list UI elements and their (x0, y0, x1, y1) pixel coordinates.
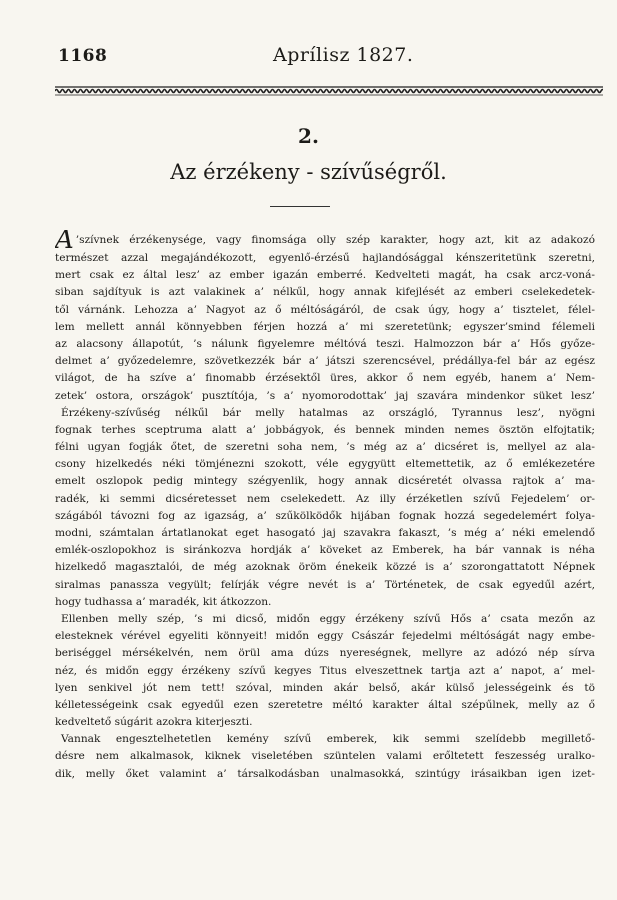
text-line: kélletességeink csak egyedűl ezen szeretetre méltó karakter által szépűlnek, melly az ő (55, 698, 595, 711)
title-rule (270, 206, 330, 207)
text-line: mert csak ez által lesz’ az ember igazán emberré. Kedvelteti magát, ha csak arcz-voná- (55, 269, 595, 282)
text-line: csony hizelkedés néki tömjénezni szokott, véle egygyütt eltemettetik, az ő emlékezetére (55, 458, 595, 471)
text-line: dik, melly őket valamint a’ társalkodásban unalmasokká, szintúgy irásaikban igen izet- (55, 767, 595, 780)
running-head: Aprílisz 1827. (273, 44, 414, 66)
text-line: radék, ki semmi dicséretesset nem cselekedett. Az illy érzéketlen szívű Fejedelem’ or- (55, 492, 595, 505)
text-line: désre nem alkalmasok, kiknek viseletében szüntelen valami erőltetett feszesség uralko- (55, 750, 595, 763)
paragraph-end-line: kedveltető súgárit azokra kiterjeszti. (55, 716, 253, 729)
text-line: delmet a’ győzedelemre, szövetkezzék bár a’ játszi szerencsével, prédállya-fel bár az egész (55, 355, 595, 368)
text-line: hizelkedő magasztalói, de még azoknak öröm énekeik közzé is a’ szorongattatott Népnek (55, 561, 595, 574)
text-line: emelt oszlopok pedig mintegy szégyenlik, hogy annak dicséretét olvassa rajtok a’ ma- (55, 475, 595, 488)
paragraph-start-line: Ellenben melly szép, ’s mi dicső, midőn eggy érzékeny szívű Hős a’ csata mezőn az (61, 612, 595, 625)
paragraph-start-line: Vannak engesztelhetetlen kemény szívű emberek, kik semmi szelídebb megillető- (61, 733, 595, 746)
section-number: 2. (298, 124, 319, 148)
ornamental-rule (55, 86, 603, 96)
text-line: néz, és midőn eggy érzékeny szívű kegyes Titus elveszettnek tartja azt a’ napot, a’ mel- (55, 664, 595, 677)
drop-cap: A (55, 230, 74, 250)
text-line: modni, számtalan ártatlanokat eget hasogató jaj szavakra fakaszt, ’s még a’ néki emelendő (55, 527, 595, 539)
line-text: ’szívnek érzékenysége, vagy finomsága olly szép karakter, hogy azt, kit az adakozó (75, 234, 595, 246)
text-line: szágából távozni fog az igazság, a’ szűkölködők hijában fognak hozzá segedelemért folya- (55, 509, 595, 522)
text-line: lem mellett annál könnyebben férjen hozzá a’ mi szeretetünk; egyszer’smind félemeli (55, 320, 595, 333)
text-line: emlék-oszlopokhoz is siránkozva hordják a’ köveket az Emberek, ha bár vannak is néha (55, 544, 595, 557)
text-line: zetek’ ostora, országok’ pusztítója, ’s a’ nyomorodottak’ jaj szavára mindenkor süket lesz’ (55, 389, 595, 402)
page-number: 1168 (58, 46, 108, 66)
text-line: félni ugyan fogják őtet, de szeretni soha nem, ’s még az a’ dicséret is, mellyel az ala- (55, 441, 595, 454)
text-line: természet azzal megajándékozott, egyenlő-érzésű hajlandósággal kénszeritetünk szeretni, (55, 252, 595, 264)
text-line: fognak terhes sceptruma alatt a’ jobbágyok, és bennek minden nemes ösztön elfojtatik; (55, 423, 595, 436)
text-line: lyen senkivel jót nem tett! szóval, minden akár belső, akár külső jelességeink és tö (55, 681, 595, 694)
text-line: az alacsony állapotút, ’s nálunk figyelemre méltóvá teszi. Halmozzon bár a’ Hős győze- (55, 337, 595, 350)
article-body (55, 230, 595, 783)
text-line: siralmas panassza vegyült; felírják végre nevét is a’ Történetek, de csak egyedűl azért, (55, 578, 595, 591)
article-title: Az érzékeny - szívűségről. (170, 160, 447, 184)
paragraph-start-line: Érzékeny-szívűség nélkűl bár melly hatalmas az országló, Tyrannus lesz’, nyögni (61, 406, 595, 419)
text-line (55, 230, 595, 250)
text-line: világot, de ha szíve a’ finomabb érzésektől üres, akkor ő nem egyéb, hanem a’ Nem- (55, 372, 595, 385)
text-line: siban sajdítyuk is azt valakinek a’ nélkűl, hogy annak kifejlését az emberi cselekedetek- (55, 286, 595, 299)
text-line: től várnánk. Lehozza a’ Nagyot az ő méltóságáról, de csak úgy, hogy a’ tisztelet, félel- (55, 303, 595, 316)
page-header (58, 42, 598, 70)
text-line: elesteknek vérével egyeliti könnyeit! midőn eggy Császár fejedelmi méltóságát nagy embe- (55, 630, 595, 643)
text-line: beriséggel mérsékelvén, nem örül ama dúzs nyereségnek, mellyre az adózó nép sírva (55, 647, 595, 660)
paragraph-end-line: hogy tudhassa a’ maradék, kit átkozzon. (55, 595, 272, 608)
